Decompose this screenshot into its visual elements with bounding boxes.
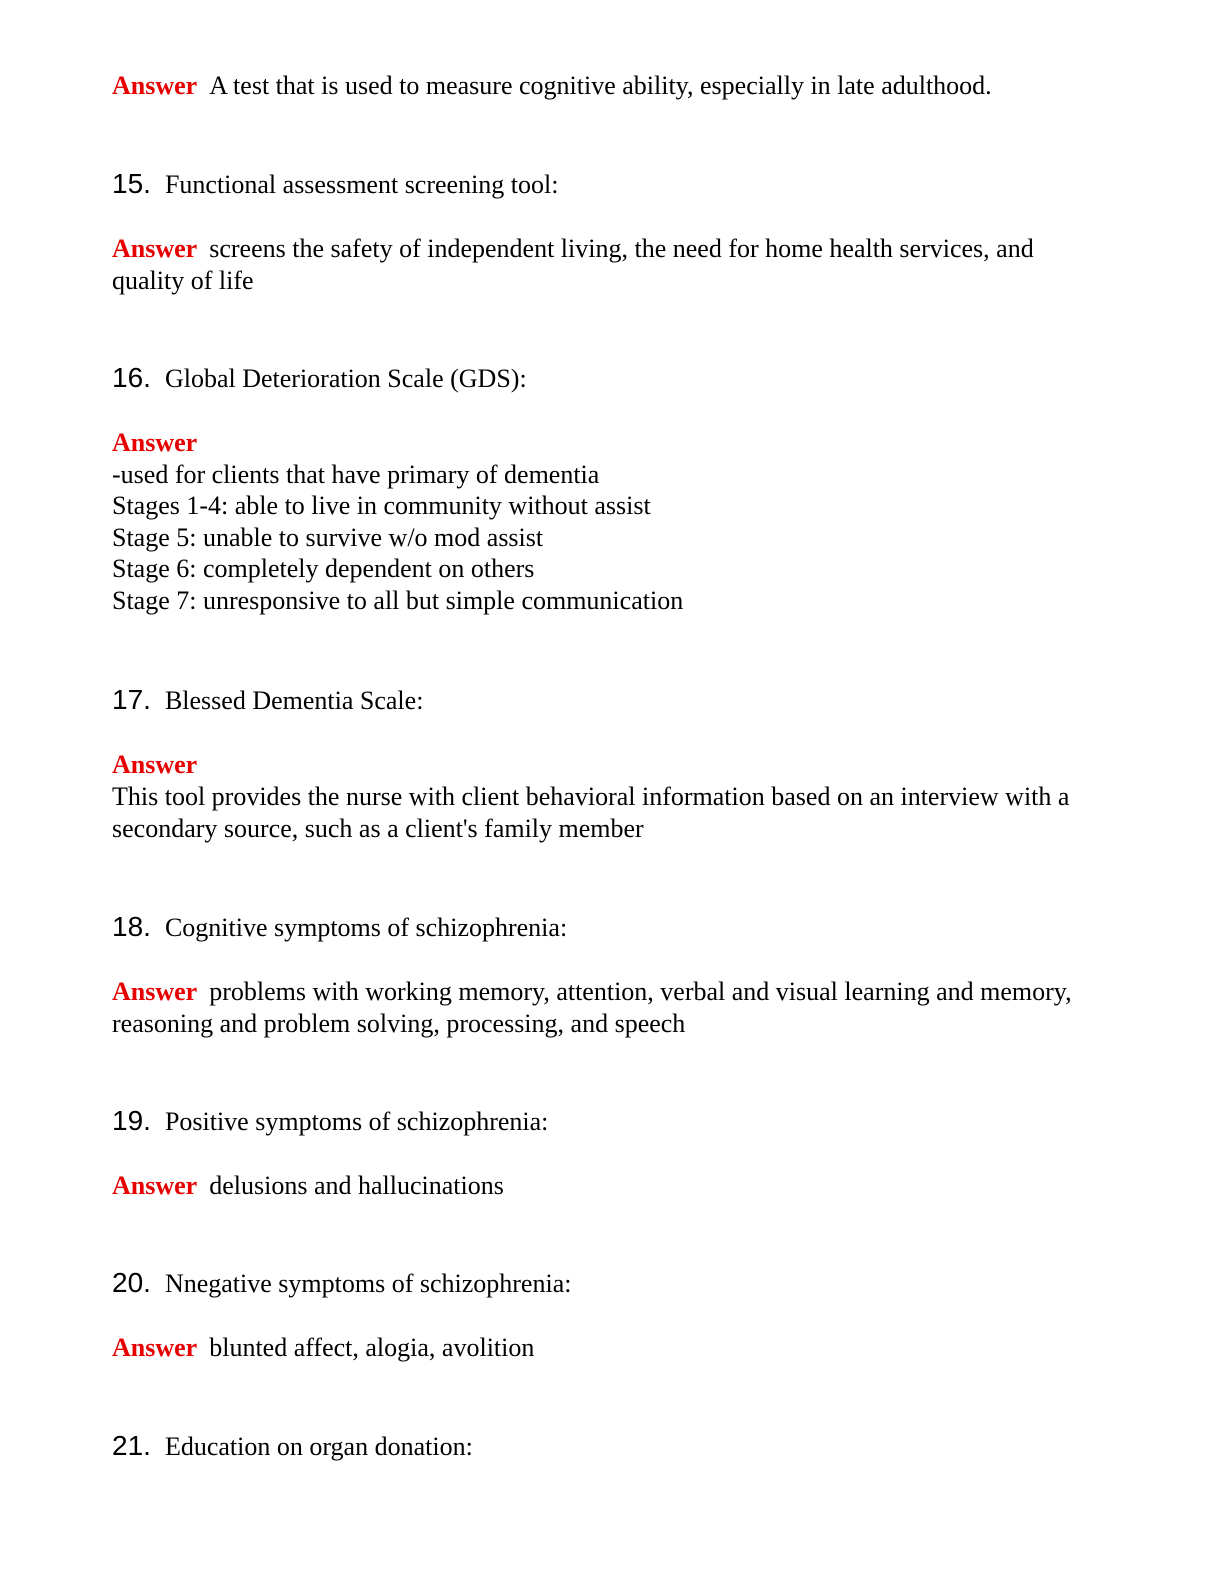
answer-label: Answer: [112, 1171, 198, 1200]
question-text: Cognitive symptoms of schizophrenia:: [164, 913, 568, 942]
answer-line: Stage 6: completely dependent on others: [112, 554, 535, 583]
question-21: [112, 1430, 1112, 1463]
question-number: 18.: [112, 911, 151, 942]
question-number: 15.: [112, 168, 151, 199]
answer-15: [112, 233, 1112, 297]
question-20: [112, 1267, 1112, 1300]
question-text: Blessed Dementia Scale:: [164, 686, 424, 715]
answer-text: screens the safety of independent living, the need for home health services, and quality of life: [112, 234, 1034, 295]
question-text: Education on organ donation:: [164, 1432, 473, 1461]
answer-line: Stage 5: unable to survive w/o mod assist: [112, 522, 544, 552]
question-text: Global Deterioration Scale (GDS):: [164, 364, 527, 393]
answer-text: blunted affect, alogia, avolition: [209, 1333, 535, 1362]
answer-20: [112, 1332, 1112, 1364]
question-16: [112, 362, 1112, 395]
question-15: [112, 168, 1112, 201]
answer-label: Answer: [112, 234, 198, 263]
question-text: Functional assessment screening tool:: [164, 170, 559, 199]
answer-text: This tool provides the nurse with client behavioral information based on an interview with a secondary source, such as a client's family member: [112, 782, 1070, 843]
answer-line: Stage 7: unresponsive to all but simple communication: [112, 585, 684, 615]
answer-16: [112, 427, 1112, 616]
question-number: 17.: [112, 684, 151, 715]
question-number: 20.: [112, 1267, 151, 1298]
answer-label: Answer: [112, 750, 198, 779]
question-number: 21.: [112, 1430, 151, 1461]
question-text: Nnegative symptoms of schizophrenia:: [164, 1269, 572, 1298]
answer-label: Answer: [112, 1333, 198, 1362]
answer-19: [112, 1170, 1112, 1202]
question-number: 19.: [112, 1105, 151, 1136]
question-18: [112, 911, 1112, 944]
question-17: [112, 684, 1112, 717]
question-text: Positive symptoms of schizophrenia:: [164, 1107, 549, 1136]
answer-text: delusions and hallucinations: [209, 1171, 504, 1200]
question-number: 16.: [112, 362, 151, 393]
answer-line: Stages 1-4: able to live in community without assist: [112, 491, 651, 520]
answer-label: Answer: [112, 71, 198, 100]
answer-text: problems with working memory, attention, verbal and visual learning and memory, reasoning and problem solving, processing, and speech: [112, 977, 1072, 1038]
answer-label: Answer: [112, 428, 198, 457]
answer-intro: [112, 70, 1112, 102]
answer-line: -used for clients that have primary of dementia: [112, 459, 600, 489]
question-19: [112, 1105, 1112, 1138]
answer-18: [112, 976, 1112, 1040]
answer-label: Answer: [112, 977, 198, 1006]
answer-text: A test that is used to measure cognitive ability, especially in late adulthood.: [209, 71, 992, 100]
answer-17: [112, 749, 1112, 845]
